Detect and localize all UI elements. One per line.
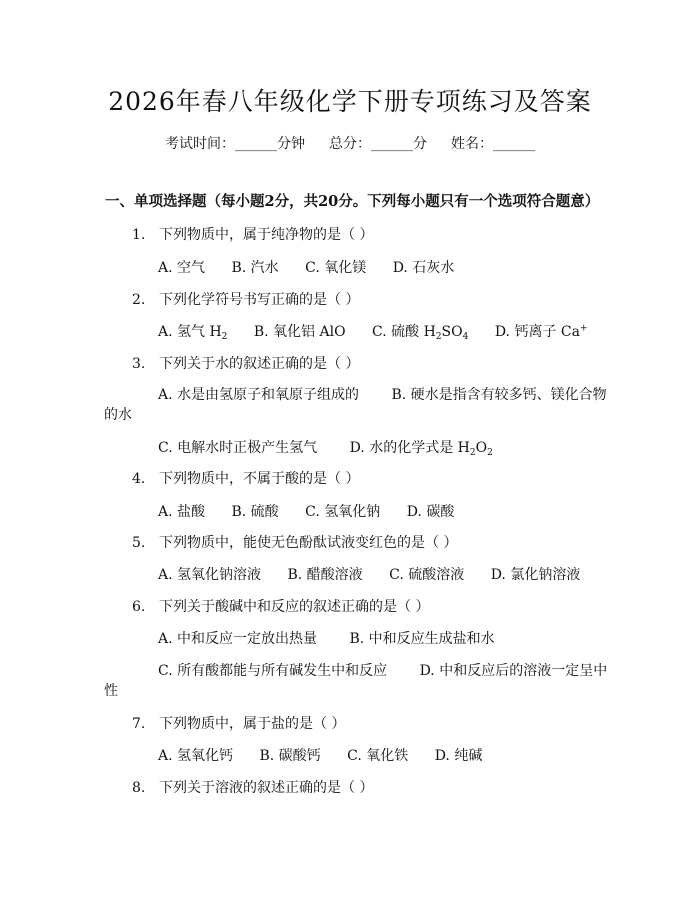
question-text: 下列物质中，能使无色酚酞试液变红色的是（ ） bbox=[159, 535, 458, 551]
question-text: 下列关于溶液的叙述正确的是（ ） bbox=[159, 780, 374, 796]
option-c: C. 氧化镁 bbox=[305, 260, 367, 276]
section-heading: 一、单项选择题（每小题2分，共20分。下列每小题只有一个选项符合题意） bbox=[105, 193, 600, 210]
question-5 bbox=[132, 532, 457, 552]
question-3 bbox=[132, 353, 359, 373]
options-3-line1 bbox=[158, 384, 607, 404]
question-2 bbox=[132, 289, 359, 309]
options-4 bbox=[158, 501, 454, 521]
options-1 bbox=[158, 257, 454, 277]
total-score: 总分：______分 bbox=[329, 136, 427, 152]
options-2 bbox=[158, 321, 588, 342]
question-6 bbox=[132, 596, 429, 616]
options-6-line1 bbox=[158, 628, 495, 648]
question-number: 1. bbox=[132, 227, 146, 243]
question-number: 8. bbox=[132, 780, 146, 796]
option-a: A. 空气 bbox=[158, 260, 206, 276]
question-number: 2. bbox=[132, 292, 146, 308]
option-b-wrap: 的水 bbox=[104, 407, 132, 423]
question-4 bbox=[132, 468, 359, 488]
options-5 bbox=[158, 564, 580, 584]
option-d: D. 石灰水 bbox=[392, 260, 455, 276]
option-d: D. 氯化钠溶液 bbox=[490, 567, 581, 583]
option-a: A. 氢氧化钠溶液 bbox=[158, 567, 262, 583]
question-text: 下列关于水的叙述正确的是（ ） bbox=[159, 356, 360, 372]
option-c: C. 所有酸都能与所有碱发生中和反应 bbox=[158, 663, 388, 679]
option-b: B. 氧化铝 AlO bbox=[253, 324, 346, 340]
option-d: D. 碳酸 bbox=[406, 504, 455, 520]
question-number: 3. bbox=[132, 356, 146, 372]
question-number: 6. bbox=[132, 599, 146, 615]
option-c: C. 电解水时正极产生氢气 bbox=[158, 440, 318, 456]
option-d: D. 钙离子 Ca+ bbox=[494, 323, 588, 340]
option-d: D. 纯碱 bbox=[434, 748, 483, 764]
question-number: 7. bbox=[132, 716, 146, 732]
exam-time: 考试时间：______分钟 bbox=[165, 136, 305, 152]
option-d-wrap: 性 bbox=[104, 683, 118, 699]
option-b: B. 硬水是指含有较多钙、镁化合物 bbox=[391, 387, 607, 403]
option-a: A. 盐酸 bbox=[158, 504, 206, 520]
option-b: B. 中和反应生成盐和水 bbox=[349, 631, 495, 647]
options-3-line2 bbox=[158, 437, 493, 458]
question-text: 下列化学符号书写正确的是（ ） bbox=[159, 292, 360, 308]
question-text: 下列物质中，属于纯净物的是（ ） bbox=[159, 227, 374, 243]
question-7 bbox=[132, 713, 345, 733]
option-d: D. 水的化学式是 $H_2O_2$ bbox=[349, 440, 493, 458]
student-name: 姓名：______ bbox=[451, 136, 535, 152]
question-number: 5. bbox=[132, 535, 146, 551]
question-1 bbox=[132, 224, 373, 244]
option-c: C. 氧化铁 bbox=[347, 748, 409, 764]
option-b: B. 硫酸 bbox=[231, 504, 279, 520]
option-d: D. 中和反应后的溶液一定呈中 bbox=[419, 663, 608, 679]
question-text: 下列关于酸碱中和反应的叙述正确的是（ ） bbox=[159, 599, 430, 615]
option-c: C. 硫酸溶液 bbox=[389, 567, 465, 583]
option-a: A. 中和反应一定放出热量 bbox=[158, 631, 318, 647]
options-7 bbox=[158, 745, 482, 765]
option-b: B. 汽水 bbox=[231, 260, 279, 276]
question-number: 4. bbox=[132, 471, 146, 487]
option-a: A. 氢氧化钙 bbox=[158, 748, 234, 764]
option-b: B. 醋酸溶液 bbox=[287, 567, 363, 583]
question-text: 下列物质中，不属于酸的是（ ） bbox=[159, 471, 360, 487]
options-6-line2 bbox=[158, 660, 607, 680]
option-a: A. 氢气 $H_2$ bbox=[158, 324, 228, 342]
question-text: 下列物质中，属于盐的是（ ） bbox=[159, 716, 346, 732]
option-c: C. 硫酸 $H_2SO_4$ bbox=[372, 324, 469, 342]
exam-meta bbox=[0, 133, 700, 153]
option-b: B. 碳酸钙 bbox=[259, 748, 321, 764]
option-c: C. 氢氧化钠 bbox=[305, 504, 381, 520]
option-a: A. 水是由氢原子和氧原子组成的 bbox=[158, 387, 360, 403]
page-title: 2026年春八年级化学下册专项练习及答案 bbox=[108, 87, 592, 116]
question-8 bbox=[132, 777, 373, 797]
